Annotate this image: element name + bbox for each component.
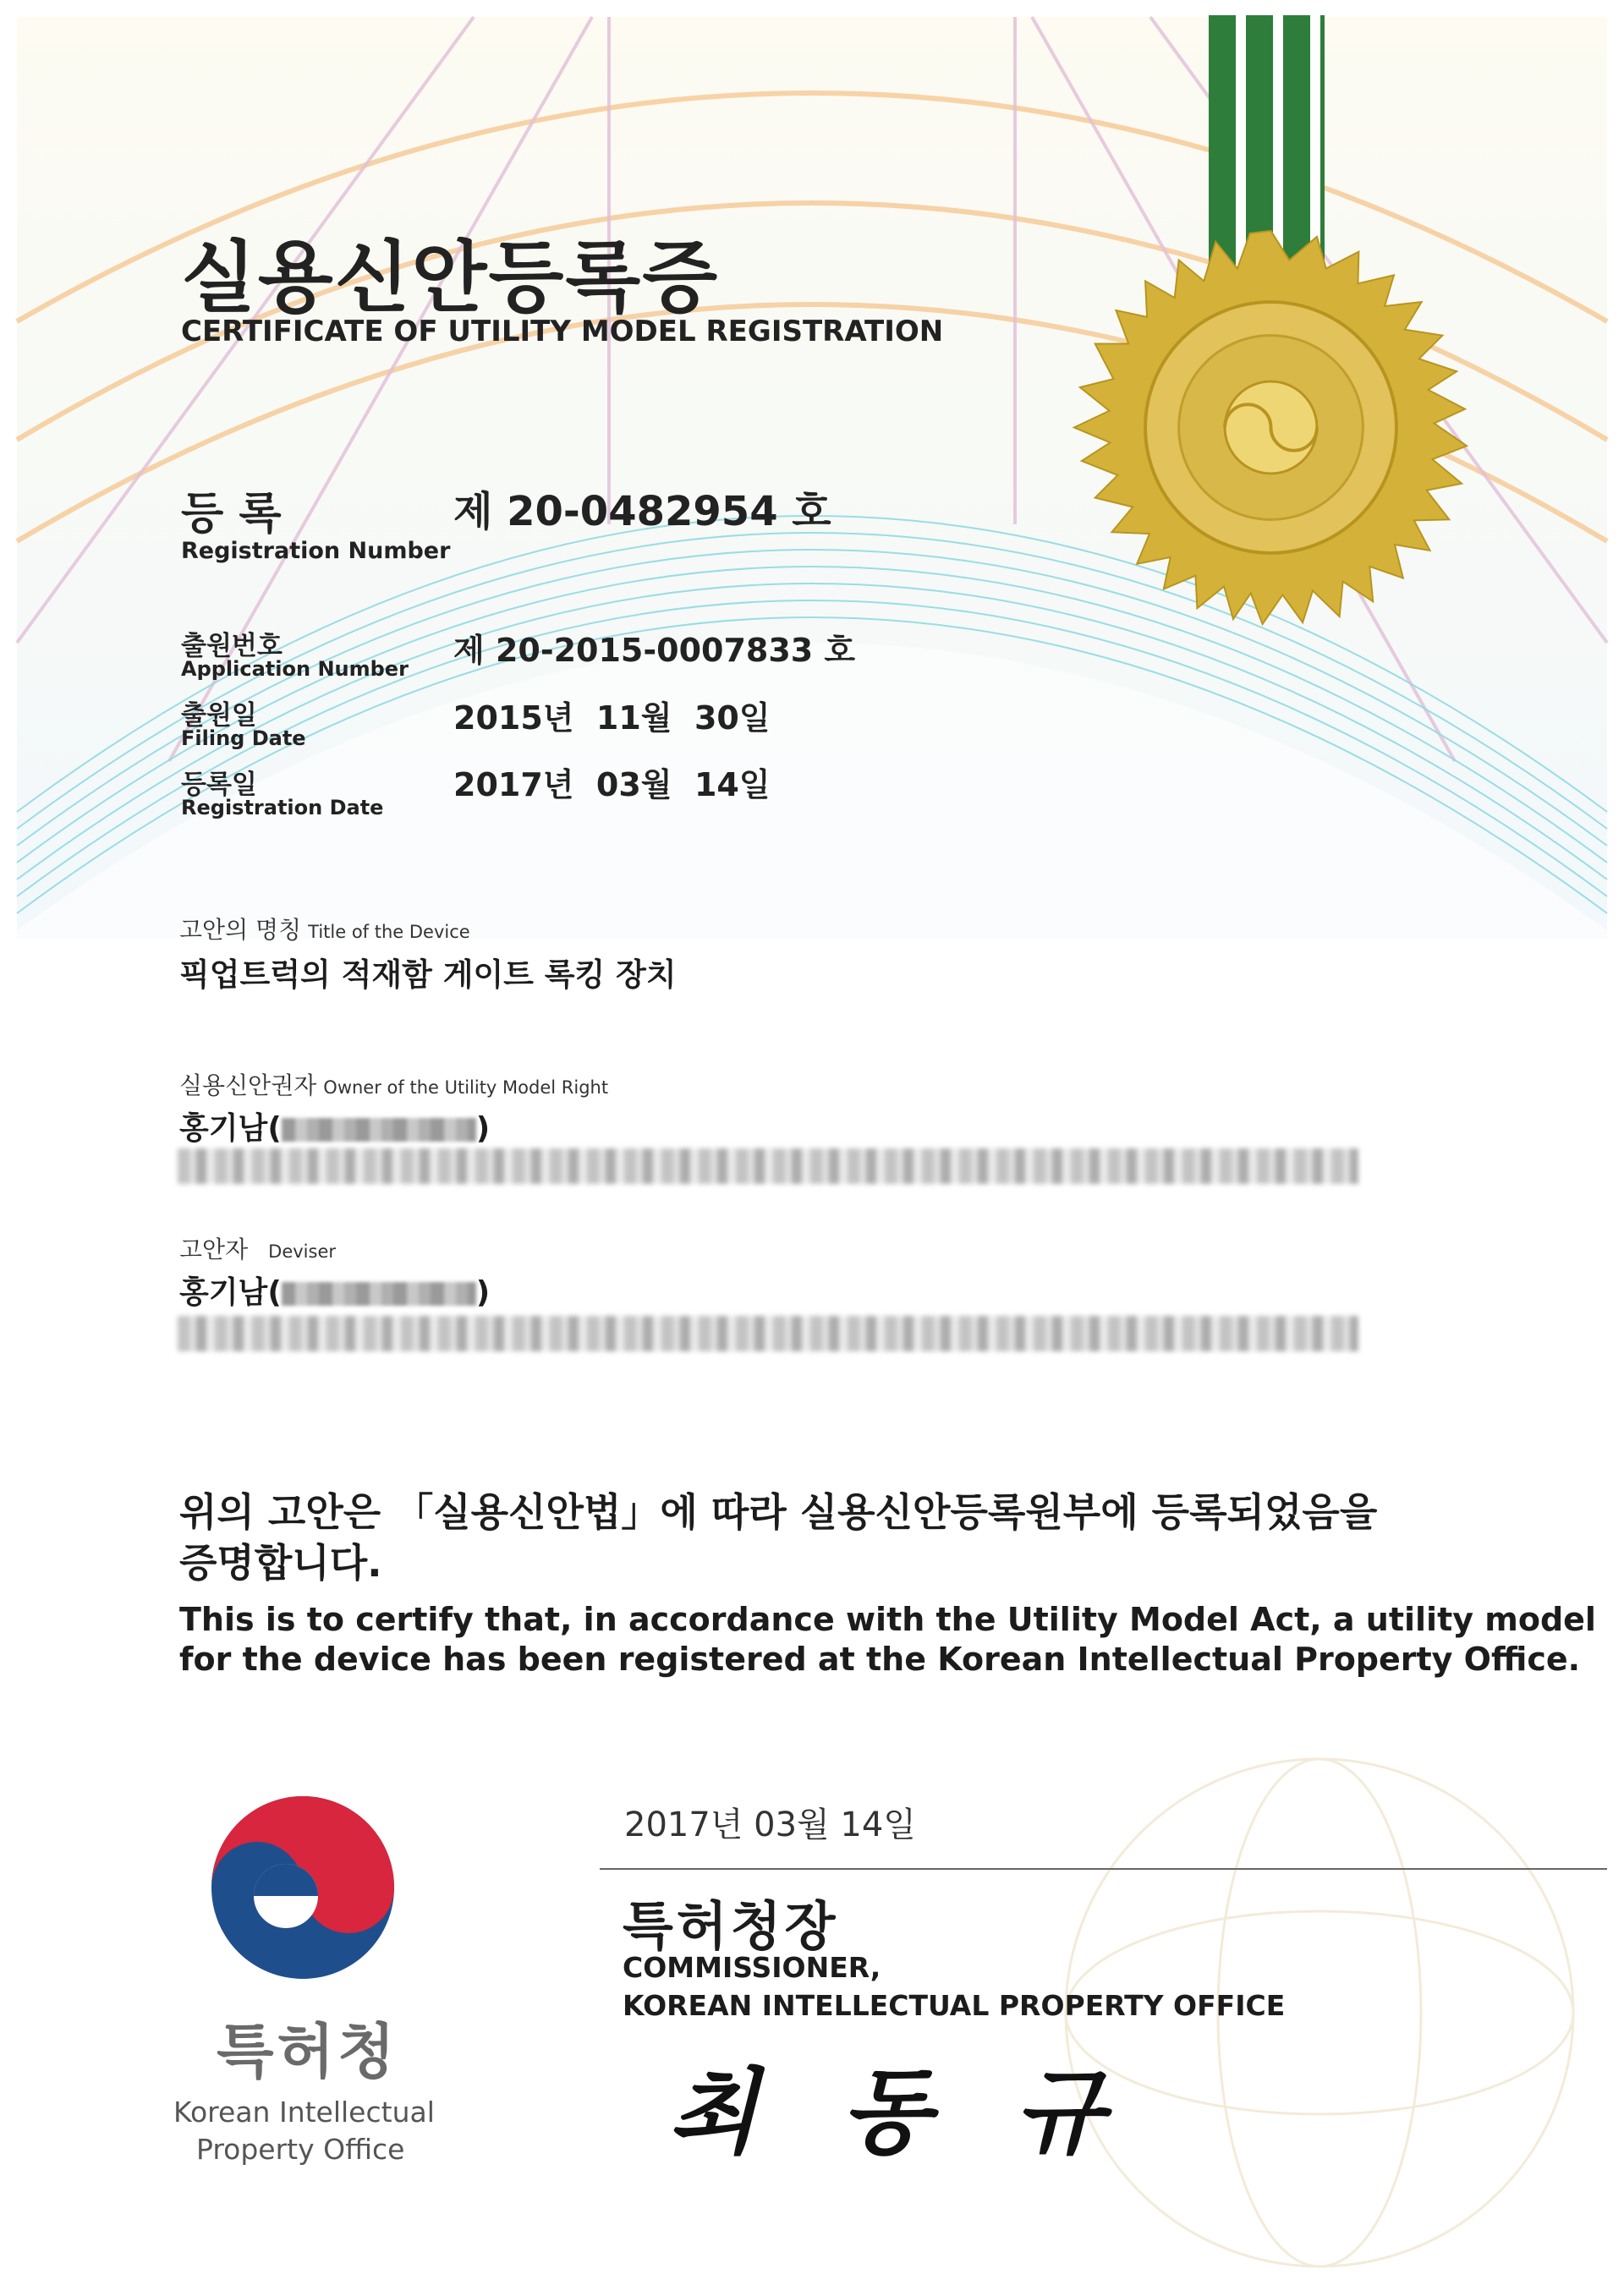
- commissioner-title-en1: COMMISSIONER,: [623, 1951, 881, 1984]
- owner-label-en: Owner of the Utility Model Right: [323, 1077, 609, 1098]
- deviser-label-en: Deviser: [268, 1241, 337, 1262]
- issue-date: 2017년 03월 14일: [624, 1806, 916, 1844]
- application-label-en: Application Number: [181, 657, 409, 681]
- kipo-name-en1: Korean Intellectual: [173, 2096, 435, 2129]
- owner-name-text: 홍기남(: [179, 1111, 282, 1146]
- deviser-name: [179, 1269, 490, 1312]
- registration-date-label-ko: 등록일: [181, 770, 257, 800]
- redacted-owner-address: [178, 1148, 1358, 1184]
- device-title: 픽업트럭의 적재함 게이트 록킹 장치: [179, 956, 677, 993]
- device-label-ko: 고안의 명칭: [179, 916, 302, 944]
- registration-label-ko: 등 록: [181, 489, 282, 540]
- redacted-id: [282, 1282, 476, 1306]
- kipo-name-ko: 특허청: [217, 2017, 398, 2086]
- registration-date: 2017년 03월 14일: [453, 766, 771, 803]
- certificate-title-ko: 실용신안등록증: [181, 233, 720, 323]
- deviser-label: [179, 1231, 336, 1265]
- gold-seal-icon: [1070, 227, 1472, 628]
- certificate-title-en: CERTIFICATE OF UTILITY MODEL REGISTRATION: [181, 315, 944, 348]
- device-label-en: Title of the Device: [308, 922, 470, 942]
- deviser-name-text: 홍기남(: [179, 1275, 282, 1310]
- owner-label: [179, 1067, 608, 1101]
- application-number: 제 20-2015-0007833 호: [453, 632, 856, 669]
- commissioner-title-ko: 특허청장: [623, 1895, 839, 1957]
- statement-ko-line1: 위의 고안은 「실용신안법」에 따라 실용신안등록원부에 등록되었음을: [179, 1489, 1378, 1535]
- deviser-label-ko: 고안자: [179, 1236, 249, 1263]
- redacted-id: [282, 1118, 476, 1142]
- statement-en-line2: for the device has been registered at the Korean Intellectual Property Office.: [179, 1641, 1581, 1678]
- registration-number: 제 20-0482954 호: [453, 488, 831, 535]
- device-title-label: [179, 912, 470, 945]
- statement-en-line1: This is to certify that, in accordance with the Utility Model Act, a utility model: [179, 1601, 1596, 1638]
- filing-label-en: Filing Date: [181, 726, 306, 750]
- deviser-name-close: ): [475, 1275, 491, 1310]
- kipo-name-en2: Property Office: [196, 2133, 405, 2166]
- filing-label-ko: 출원일: [181, 700, 257, 731]
- redacted-deviser-address: [178, 1316, 1358, 1351]
- divider-line: [600, 1868, 1607, 1870]
- commissioner-signature: 최 동 규: [668, 2058, 1130, 2167]
- statement-ko-line2: 증명합니다.: [179, 1540, 382, 1586]
- owner-name: [179, 1104, 490, 1148]
- filing-date: 2015년 11월 30일: [453, 699, 771, 737]
- commissioner-title-en2: KOREAN INTELLECTUAL PROPERTY OFFICE: [623, 1989, 1286, 2022]
- owner-name-close: ): [475, 1111, 491, 1146]
- application-label-ko: 출원번호: [181, 631, 283, 661]
- owner-label-ko: 실용신안권자: [179, 1071, 317, 1099]
- registration-date-label-en: Registration Date: [181, 796, 384, 819]
- registration-label-en: Registration Number: [181, 538, 451, 564]
- kipo-taegeuk-logo-icon: [208, 1793, 398, 1982]
